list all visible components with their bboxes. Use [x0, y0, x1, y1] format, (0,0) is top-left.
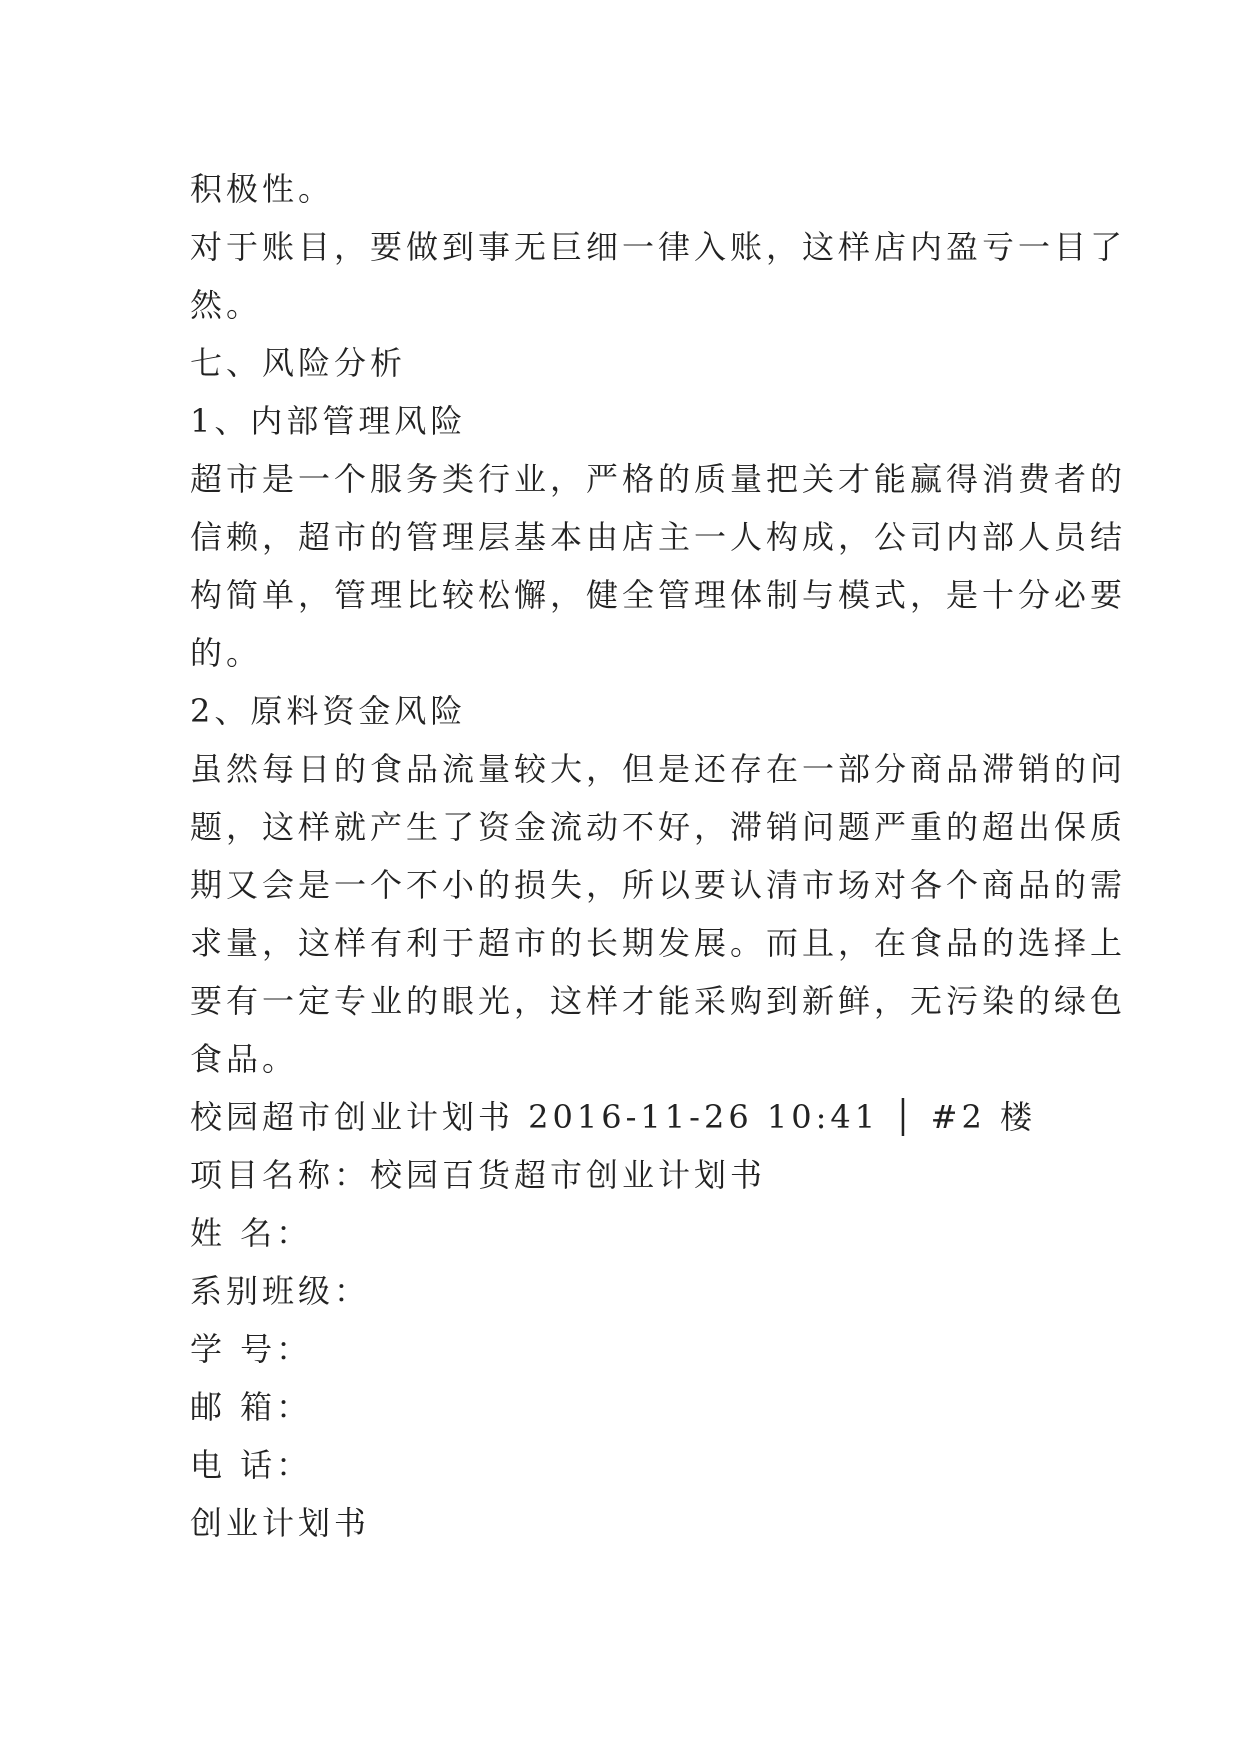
- student-id-label: 学 号：: [190, 1330, 313, 1368]
- body-line: 信赖，超市的管理层基本由店主一人构成，公司内部人员结: [190, 518, 1127, 556]
- body-line: 超市是一个服务类行业，严格的质量把关才能赢得消费者的: [190, 460, 1127, 498]
- email-label: 邮 箱：: [190, 1388, 313, 1426]
- body-line: 题，这样就产生了资金流动不好，滞销问题严重的超出保质: [190, 808, 1127, 846]
- body-line: 求量，这样有利于超市的长期发展。而且，在食品的选择上: [190, 924, 1127, 962]
- phone-label: 电 话：: [190, 1446, 313, 1484]
- body-line: 构简单，管理比较松懈，健全管理体制与模式，是十分必要: [190, 576, 1127, 614]
- name-field-label: 姓 名：: [190, 1214, 313, 1252]
- body-line: 对于账目，要做到事无巨细一律入账，这样店内盈亏一目了: [190, 228, 1127, 266]
- post-header: 校园超市创业计划书 2016-11-26 10:41 │ #2 楼: [190, 1098, 1037, 1136]
- section-heading: 七、风险分析: [190, 344, 407, 382]
- body-line: 期又会是一个不小的损失，所以要认清市场对各个商品的需: [190, 866, 1127, 904]
- body-line: 食品。: [190, 1040, 299, 1078]
- body-line: 要有一定专业的眼光，这样才能采购到新鲜，无污染的绿色: [190, 982, 1127, 1020]
- subsection-heading: 1、内部管理风险: [190, 402, 467, 440]
- document-title-line: 创业计划书: [190, 1504, 371, 1542]
- department-class-label: 系别班级：: [190, 1272, 371, 1310]
- project-name-line: 项目名称：校园百货超市创业计划书: [190, 1156, 767, 1194]
- document-body: [190, 160, 1127, 1552]
- body-line: 虽然每日的食品流量较大，但是还存在一部分商品滞销的问: [190, 750, 1127, 788]
- body-line: 然。: [190, 286, 263, 324]
- body-line: 的。: [190, 634, 263, 672]
- subsection-heading: 2、原料资金风险: [190, 692, 467, 730]
- body-line: 积极性。: [190, 170, 335, 208]
